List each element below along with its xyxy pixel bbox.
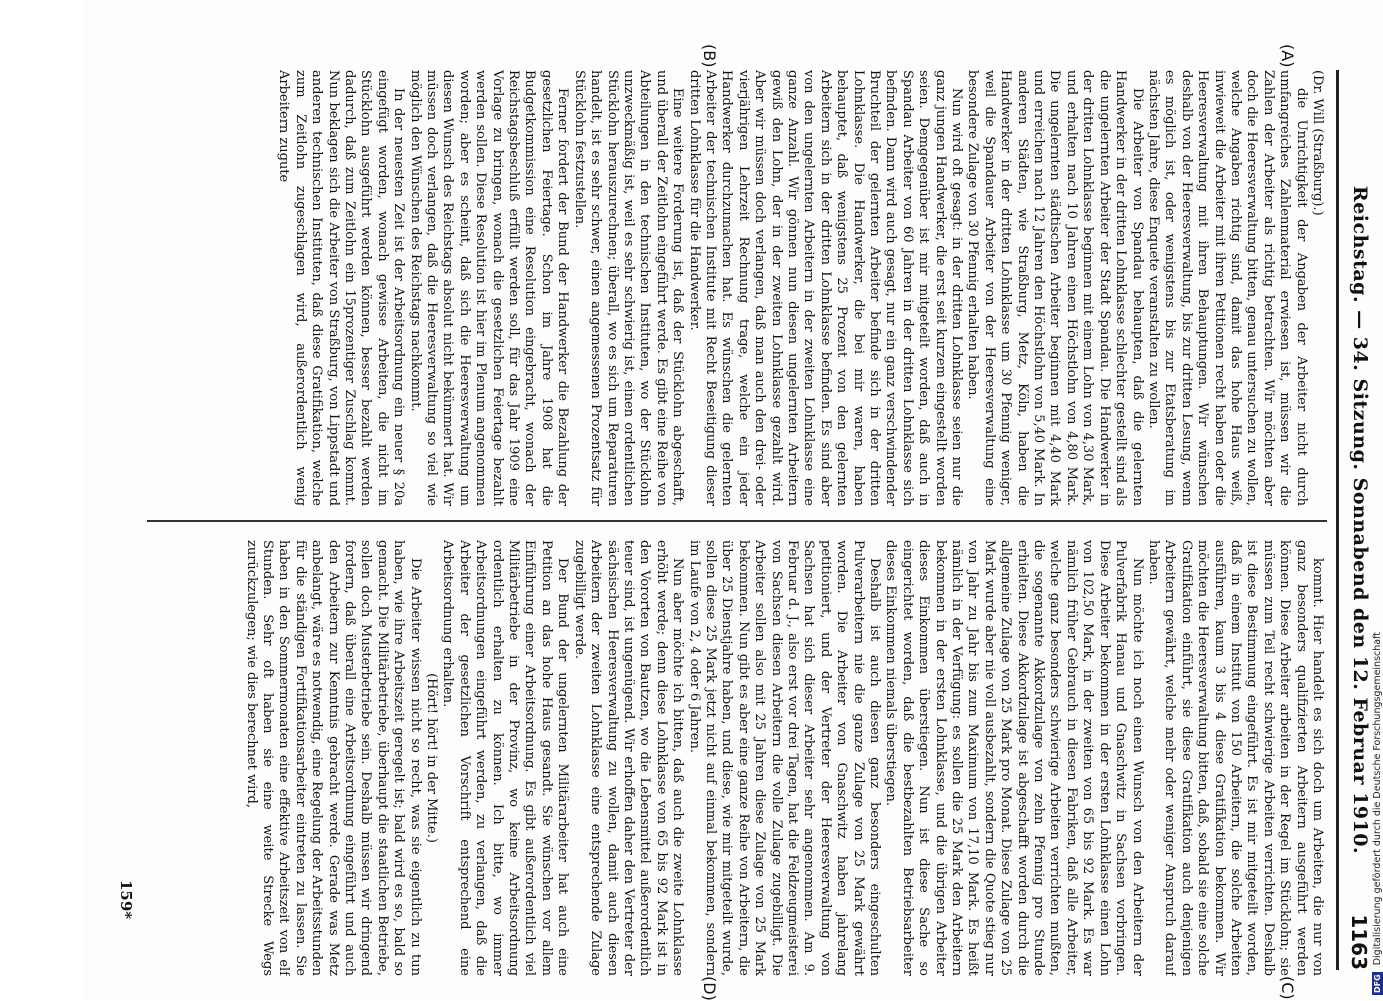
paragraph: die Unrichtigkeit der Angaben der Arbeiter nicht durch umfangreiches Zahlenmaterial erwiesen ist, müssen wir die Zahlen der Arbeiter als richtig betrachten. Wir möchten aber doch die Heeresverwaltung bitten, genau untersuchen zu wollen, welche Angaben richtig sind, damit das hohe Haus weiß, inwieweit die Arbeiter mit ihren Petitionen recht haben oder die Heeresverwaltung mit ihren Behauptungen. Wir wünschen deshalb von der Heeresverwaltung, bis zur dritten Lesung, wenn es möglich ist, oder wenigstens bis zur Etatsberatung im nächsten Jahre, diese Enquete veranstalten zu wollen.	[1145, 70, 1309, 506]
paragraph: Deshalb ist auch diesen ganz besonders eingeschulten Pulverarbeitern nie die ganze Zulage von 25 Mark gewährt worden. Die Arbeiter von Gnaschwitz haben jahrelang petitioniert, und der Vertreter der Heeresverwaltung von Sachsen hat sich dieser Arbeiter sehr angenommen. Am 9. Februar d. J., also erst vor drei Tagen, hat die Feldzeugmeisterei von Sachsen diesen Arbeitern die volle Zulage zugebilligt. Die Arbeiter sollen also mit 25 Jahren diese Zulage von 25 Mark bekommen. Nun gibt es aber eine ganze Reihe von Arbeitern, die über 25 Dienstjahre haben, und diese, wie mir mitgeteilt wurde, sollen diese 25 Mark jetzt nicht auf einmal bekommen, sondern im Laufe von 2, 4 oder 6 Jahren.	[686, 540, 883, 976]
running-title: Reichstag. — 34. Sitzung. Sonnabend den 12. Februar 1910.	[1349, 185, 1371, 855]
margin-letter-b: (B)	[700, 44, 719, 68]
paragraph: Die Arbeiter wissen nicht so recht, was sie eigentlich zu tun haben, wie ihre Arbeitszeit geregelt ist; bald wird es so, bald so gemacht. Die Militärbetriebe, überhaupt die staatlichen Betriebe, sollen doch Musterbetriebe sein. Deshalb müssen wir dringend fordern, daß überall eine Arbeitsordnung eingeführt und auch den Arbeitern zur Kenntnis gebracht werde. Gerade was Metz anbelangt, wäre es notwendig, eine Regelung der Arbeitsstunden für die ständigen Fortifikationsarbeiter eintreten zu lassen. Sie haben in den Sommermonaten eine effektive Arbeitszeit von elf Stunden. Sehr oft haben sie eine weite Strecke Wegs zurückzulegen; wie dies berechnet wird,	[243, 540, 423, 976]
paragraph: Nun wird oft gesagt: in der dritten Lohnklasse seien nur die ganz jungen Handwerker, die erst seit kurzem eingestellt worden seien. Demgegenüber ist mir mitgeteilt worden, daß auch in Spandau Arbeiter von 60 Jahren in der dritten Lohnklasse sich befinden. Dann wird auch gesagt, nur ein ganz verschwindender Bruchteil der gelernten Arbeiter befinde sich in der dritten Lohnklasse. Die Handwerker, die bei mir waren, haben behauptet, daß wenigstens 25 Prozent von den gelernten Arbeitern sich in der dritten Lohnklasse befinden. Es sind aber von den ungelernten Arbeitern in der zweiten Lohnklasse eine ganze Anzahl. Wir gönnen nun diesen ungelernten Arbeitern gewiß den Lohn, der in der zweiten Lohnklasse gezahlt wird. Aber wir müssen doch verlangen, daß man auch den drei- oder vierjährigen Lehrzeit Rechnung trage, welche ein jeder Handwerker durchzumachen hat. Es wünschen die gelernten Arbeiter der technischen Institute mit Recht Beseitigung dieser dritten Lohnklasse für die Handwerker.	[686, 70, 965, 506]
column-divider	[147, 520, 1327, 522]
right-column	[145, 540, 1325, 976]
paragraph: Die Arbeiter von Spandau behaupten, daß die gelernten Handwerker in der dritten Lohnklasse schlechter gestellt sind als die ungelernten Arbeiter der Stadt Spandau. Die Handwerker in der dritten Lohnklasse beginnen mit einem Lohn von 4,30 Mark, und erhalten nach 10 Jahren einen Höchstlohn von 4,80 Mark. Die ungelernten städtischen Arbeiter beginnen mit 4,40 Mark und erreichen nach 12 Jahren den Höchstlohn von 5,40 Mark. In anderen Städten, wie Straßburg, Metz, Köln, haben die Handwerker in der dritten Lohnklasse um 30 Pfennig weniger, weil die Spandauer Arbeiter von der Heeresverwaltung eine besondere Zulage von 30 Pfennig erhalten haben.	[965, 70, 1145, 506]
paragraph: Ferner fordert der Bund der Handwerker die Bezahlung der gesetzlichen Feiertage. Schon im Jahre 1908 hat die Budgetkommission eine Resolution eingebracht, wonach der Reichstagsbeschluß erfüllt werden soll, für das Jahr 1909 eine Vorlage zu bringen, wonach die gesetzlichen Feiertage bezahlt werden sollen. Diese Resolution ist hier im Plenum angenommen worden; aber es scheint, daß sich die Heeresverwaltung um diesen Wunsch des Reichstags absolut nicht bekümmert hat. Wir müssen doch verlangen, daß die Heeresverwaltung so viel wie möglich den Wünschen des Reichstags nachkommt.	[407, 70, 571, 506]
paragraph: Der Bund der ungelernten Militärarbeiter hat auch eine Petition an das hohe Haus gesandt. Sie wünschen vor allem Einführung einer Arbeitsordnung. Es gibt außerordentlich viel Militärbetriebe in der Provinz, wo keine Arbeitsordnung ordentlich erhalten zu können. Ich bitte, wo immer Arbeitsordnungen eingeführt werden, zu verlangen, daß die Arbeiter der gesetzlichen Vorschrift entsprechend eine Arbeitsordnung erhalten.	[440, 540, 571, 976]
margin-letter-d: (D)	[700, 976, 719, 1001]
left-column	[145, 70, 1325, 506]
margin-letter-a: (A)	[1278, 44, 1297, 68]
interjection: (Hört! hört! in der Mitte.)	[424, 673, 440, 843]
paragraph: kommt. Hier handelt es sich doch um Arbeiten, die nur von ganz besonders qualifizierten Arbeitern ausgeführt werden können. Diese Arbeiter arbeiten in der Regel im Stücklohn; sie müssen zum Teil recht schwierige Arbeiten verrichten. Deshalb ist diese Bestimmung eingeführt. Es ist mir mitgeteilt worden, daß in einem Institut von 150 Arbeitern, die solche Arbeiten ausführen, kaum 3 bis 4 diese Gratifikation bekommen. Wir möchten die Heeresverwaltung bitten, daß, sobald sie eine solche Gratifikation einführt, sie diese Gratifikation auch denjenigen Arbeitern gewährt, welche mehr oder weniger Anspruch darauf haben.	[1145, 540, 1325, 976]
paragraph: Nun möchte ich noch einen Wunsch von den Arbeitern der Pulverfabrik Hanau und Gnaschwitz in Sachsen vorbringen. Diese Arbeiter bekommen in der ersten Lohnklasse einen Lohn von 102,50 Mark, in der zweiten von 65 bis 92 Mark. Es war nämlich früher Gebrauch in diesen Fabriken, daß alle Arbeiter, welche ganz besonders schwierige Arbeiten verrichten mußten, die sogenannte Akkordzulage von zehn Pfennig pro Stunde erhielten. Diese Akkordzulage ist abgeschafft worden durch die allgemeine Zulage von 25 Mark pro Monat. Diese Zulage von 25 Mark wurde aber nie voll ausbezahlt, sondern die Quote stieg nur von Jahr zu Jahr bis zum Maximum von 17,10 Mark. Es heißt nämlich in der Verfügung: es sollen die 25 Mark den Arbeitern bekommen in der ersten Lohnklasse, und die übrigen Arbeiter dieses Einkommen überstiegen. Nun ist diese Sache so eingerichtet worden, daß die bestbezahlten Betriebsarbeiter dieses Einkommen niemals überstiegen.	[883, 540, 1145, 976]
page-number: 1163	[1347, 914, 1371, 970]
dfg-logo-icon: DFG	[1373, 974, 1382, 993]
paragraph: In der neuesten Zeit ist der Arbeitsordnung ein neuer § 20a eingefügt worden, wonach gewisse Arbeiten, die nicht im Stücklohn ausgeführt werden können, besser bezahlt werden dadurch, daß zum Zeitlohn ein 15prozentiger Zuschlag kommt. Nun beklagen sich die Arbeiter von Straßburg, von Lippstadt und anderen technischen Instituten, daß diese Gratifikation, welche zum Zeitlohn zugeschlagen wird, außerordentlich wenig Arbeitern zugute	[276, 70, 407, 506]
paragraph: Eine weitere Forderung ist, daß der Stücklohn abgeschafft, und überall der Zeitlohn eingeführt werde. Es gibt eine Reihe von Abteilungen in den technischen Instituten, wo der Stücklohn unzweckmäßig ist, weil es sehr schwierig ist, einen ordentlichen Stücklohn herauszurechnen; überall, wo es sich um Reparaturen handelt, ist es sehr schwer, einen angemessenen Prozentsatz für Stücklohn festzustellen.	[571, 70, 686, 506]
speaker-label: (Dr. Will (Straßburg).)	[1310, 70, 1325, 216]
margin-letter-c: (C)	[1278, 976, 1297, 1000]
credit-text: Digitalisierung gefördert durch die Deutsche Forschungsgemeinschaft	[1372, 631, 1383, 966]
scanned-page	[83, 0, 1383, 1000]
digitization-credit	[1372, 5, 1383, 995]
sheet-signature: 159*	[117, 880, 135, 920]
page-header	[1336, 70, 1375, 970]
paragraph: Nun aber möchte ich bitten, daß auch die zweite Lohnklasse erhöht werde; denn diese Lohnklasse von 65 bis 92 Mark ist in den Vororten von Bautzen, wo die Lebensmittel außerordentlich teuer sind, ist ungenügend. Wir erhoffen daher den Vertreter der sächsischen Heeresverwaltung zu wollen, damit auch diesen Arbeitern der zweiten Lohnklasse eine entsprechende Zulage zugebilligt werde.	[571, 540, 686, 976]
